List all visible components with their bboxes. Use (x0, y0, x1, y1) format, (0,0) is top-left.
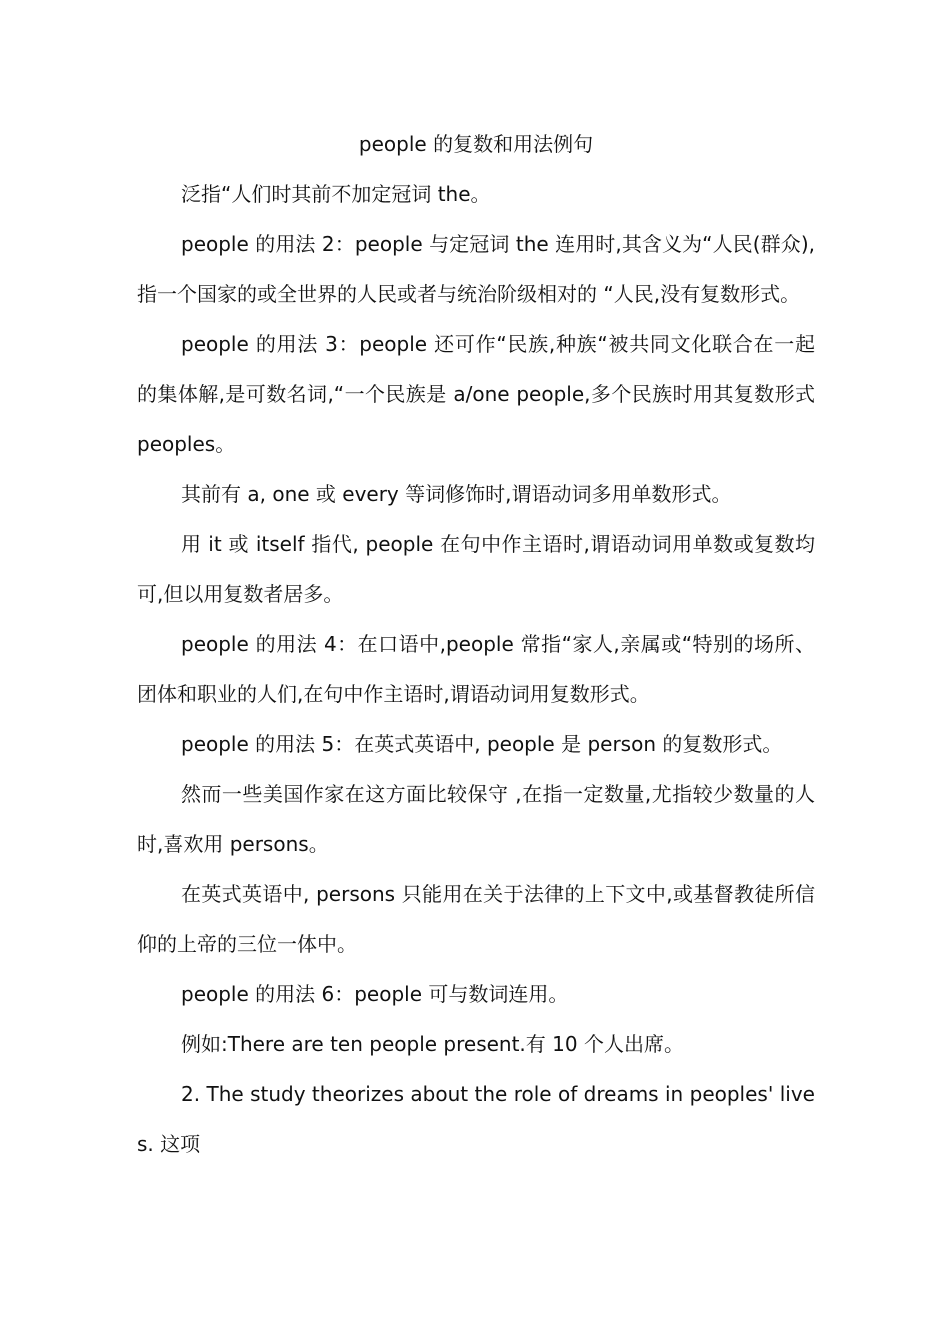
paragraph-9: 在英式英语中, persons 只能用在关于法律的上下文中,或基督教徒所信仰的上帝的三位一体中。 (137, 882, 815, 956)
document-title: people 的复数和用法例句 (358, 132, 594, 156)
paragraph-8: 然而一些美国作家在这方面比较保守 ,在指一定数量,尤指较少数量的人时,喜欢用 persons。 (137, 782, 815, 856)
paragraph-1: 泛指“人们时其前不加定冠词 the。 (181, 182, 491, 206)
paragraph-6: people 的用法 4：在口语中,people 常指“家人,亲属或“特别的场所、团体和职业的人们,在句中作主语时,谓语动词用复数形式。 (137, 632, 815, 706)
paragraph-10: people 的用法 6：people 可与数词连用。 (181, 982, 569, 1006)
paragraph-3: people 的用法 3：people 还可作“民族,种族“被共同文化联合在一起的集体解,是可数名词,“一个民族是 a/one people,多个民族时用其复数形式 peoples。 (137, 332, 815, 456)
paragraph-2: people 的用法 2：people 与定冠词 the 连用时,其含义为“人民(群众),指一个国家的或全世界的人民或者与统治阶级相对的 “人民,没有复数形式。 (137, 232, 815, 306)
paragraph-4: 其前有 a, one 或 every 等词修饰时,谓语动词多用单数形式。 (181, 482, 732, 506)
paragraph-11: 例如:There are ten people present.有 10 个人出席。 (181, 1032, 684, 1056)
paragraph-12: 2. The study theorizes about the role of dreams in peoples' lives. 这项 (137, 1082, 815, 1156)
document-body (137, 119, 815, 1169)
paragraph-5: 用 it 或 itself 指代, people 在句中作主语时,谓语动词用单数或复数均可,但以用复数者居多。 (137, 532, 815, 606)
paragraph-7: people 的用法 5：在英式英语中, people 是 person 的复数形式。 (181, 732, 783, 756)
